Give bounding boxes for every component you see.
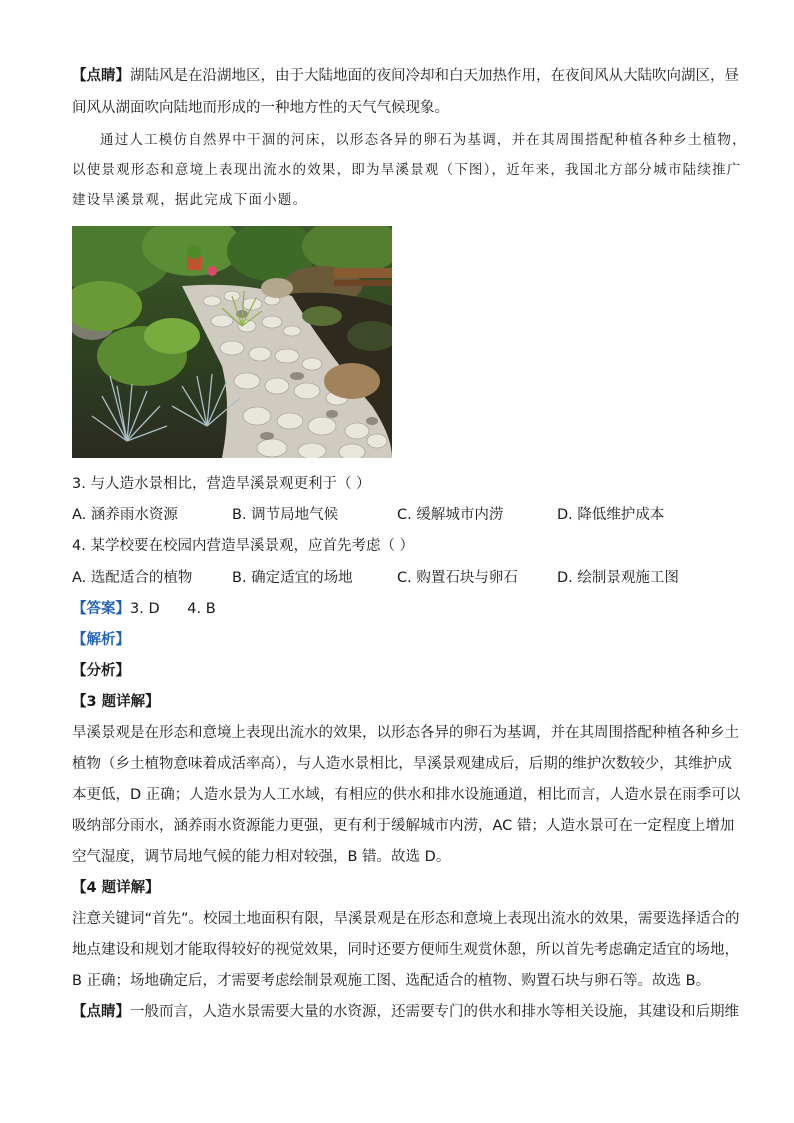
q3-detail-line-4: 吸纳部分雨水，涵养雨水资源能力更强，更有利于缓解城市内涝，AC 错；人造水景可在一定程度上增加 xyxy=(72,818,735,834)
q4-detail-heading xyxy=(72,878,722,898)
answer-line xyxy=(72,599,722,619)
q3-detail-line-2: 植物（乡土植物意味着成活率高），与人造水景相比，旱溪景观建成后，后期的维护次数较少，其维护成 xyxy=(72,756,732,772)
q3-detail-heading xyxy=(72,692,722,712)
passage-line-1: 通过人工模仿自然界中干涸的河床，以形态各异的卵石为基调，并在其周围搭配种植各种乡土植物， xyxy=(100,132,747,148)
intro-note-line-1 xyxy=(72,66,739,86)
closing-note-text: 一般而言，人造水景需要大量的水资源，还需要专门的供水和排水等相关设施，其建设和后期维 xyxy=(130,1004,739,1020)
jiexi-heading xyxy=(72,630,722,650)
q3-detail-line-3: 本更低，D 正确；人造水景为人工水域，有相应的供水和排水设施通道，相比而言，人造水景在雨季可以 xyxy=(72,787,741,803)
question-3-option-d: D. 降低维护成本 xyxy=(557,507,665,523)
q4-detail-label: 【4 题详解】 xyxy=(72,880,160,896)
question-4-option-d: D. 绘制景观施工图 xyxy=(557,570,679,586)
fenxi-label: 【分析】 xyxy=(72,663,130,679)
question-3-option-c: C. 缓解城市内涝 xyxy=(397,507,504,523)
q3-detail-line-1: 旱溪景观是在形态和意境上表现出流水的效果，以形态各异的卵石为基调，并在其周围搭配种植各种乡土 xyxy=(72,725,739,741)
q3-detail-label: 【3 题详解】 xyxy=(72,694,160,710)
passage-line-3: 建设旱溪景观，据此完成下面小题。 xyxy=(72,192,308,208)
intro-note-text-1: 湖陆风是在沿湖地区，由于大陆地面的夜间冷却和白天加热作用，在夜间风从大陆吹向湖区，昼 xyxy=(130,68,739,84)
q4-detail-line-1: 注意关键词“首先”。校园土地面积有限，旱溪景观是在形态和意境上表现出流水的效果，需要选择适合的 xyxy=(72,911,740,927)
q3-detail-line-5: 空气湿度，调节局地气候的能力相对较强，B 错。故选 D。 xyxy=(72,849,451,865)
dry-creek-landscape-photo xyxy=(72,226,392,458)
fenxi-heading xyxy=(72,661,722,681)
passage-line-2: 以使景观形态和意境上表现出流水的效果，即为旱溪景观（下图），近年来，我国北方部分城市陆续推广 xyxy=(72,162,742,178)
question-3-option-b: B. 调节局地气候 xyxy=(232,507,339,523)
question-4-option-b: B. 确定适宜的场地 xyxy=(232,570,353,586)
question-3-stem: 3. 与人造水景相比，营造旱溪景观更利于（ ） xyxy=(72,476,371,492)
question-4-stem: 4. 某学校要在校园内营造旱溪景观，应首先考虑（ ） xyxy=(72,538,415,554)
q4-detail-line-2: 地点建设和规划才能取得较好的视觉效果，同时还要方便师生观赏休憩，所以首先考虑确定适宜的场地， xyxy=(72,942,739,958)
answer-label: 【答案】 xyxy=(72,601,130,617)
intro-note-label: 【点睛】 xyxy=(72,68,130,84)
question-3-option-a: A. 涵养雨水资源 xyxy=(72,507,178,523)
intro-note-line-2: 间风从湖面吹向陆地而形成的一种地方性的天气气候现象。 xyxy=(72,100,449,116)
q4-detail-line-3: B 正确；场地确定后，才需要考虑绘制景观施工图、选配适合的植物、购置石块与卵石等。故选 B。 xyxy=(72,973,711,989)
closing-note-label: 【点睛】 xyxy=(72,1004,130,1020)
question-4-option-c: C. 购置石块与卵石 xyxy=(397,570,518,586)
question-4-option-a: A. 选配适合的植物 xyxy=(72,570,193,586)
jiexi-label: 【解析】 xyxy=(72,632,130,648)
closing-note-line xyxy=(72,1002,739,1022)
answer-text: 3. D 4. B xyxy=(130,601,216,617)
